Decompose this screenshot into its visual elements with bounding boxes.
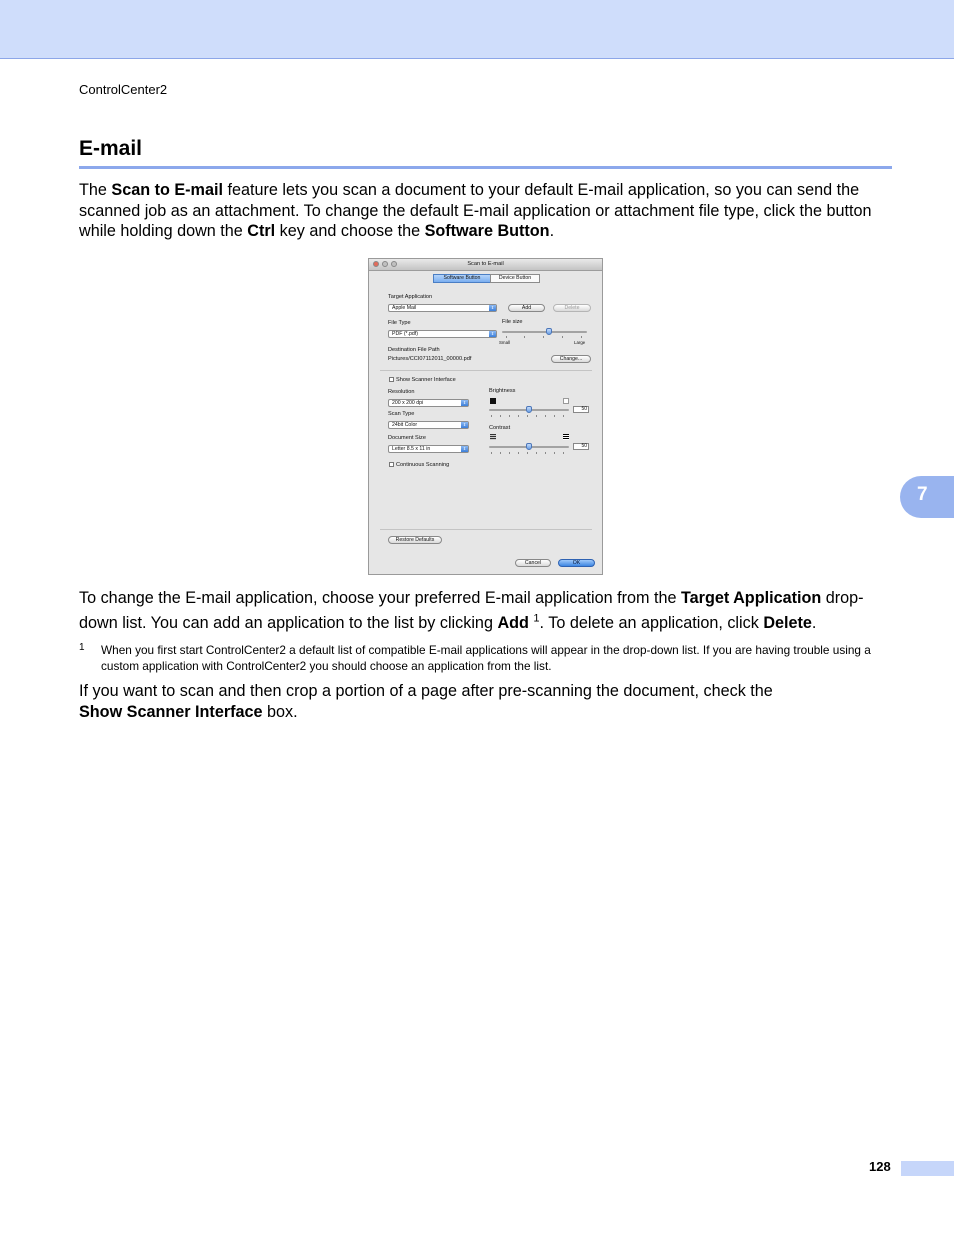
bold-software-button: Software Button [424, 222, 550, 240]
footnote-text: When you first start ControlCenter2 a default list of compatible E-mail applications will appear in the drop-down list. If you are having trouble using a custom application with ControlCenter2 you should choose an application from the list. [101, 643, 871, 673]
brightness-dark-icon [490, 398, 496, 404]
delete-button[interactable]: Delete [553, 304, 591, 312]
file-size-large-label: Large [574, 340, 586, 345]
scan-type-select[interactable]: 24bit Color ⇕ [388, 421, 469, 429]
slider-tick [500, 452, 501, 454]
intro-paragraph: The Scan to E-mail feature lets you scan a document to your default E-mail application, so you can send the scanned job as an attachment. To change the default E-mail application or attachment file type, click the button while holding down the Ctrl key and choose the Software Button. [79, 181, 872, 240]
show-scanner-interface-checkbox[interactable] [389, 377, 394, 382]
ok-button[interactable]: OK [558, 559, 595, 567]
bold-delete: Delete [763, 614, 812, 632]
slider-tick [554, 452, 555, 454]
footnote-number: 1 [79, 642, 85, 653]
chapter-tab [900, 476, 954, 518]
restore-defaults-button[interactable]: Restore Defaults [388, 536, 442, 544]
contrast-low-icon [490, 434, 496, 440]
add-button[interactable]: Add [508, 304, 545, 312]
section-title: E-mail [79, 137, 143, 160]
divider [380, 529, 592, 530]
chapter-number: 7 [917, 484, 928, 505]
document-size-label: Document Size [388, 435, 426, 441]
file-type-select[interactable]: PDF (*.pdf) ⇕ [388, 330, 497, 338]
bold-scan-to-email: Scan to E-mail [111, 181, 223, 199]
file-size-slider-track [502, 331, 587, 333]
target-application-paragraph: To change the E-mail application, choose your preferred E-mail application from the Target Application drop-down list. You can add an application to the list by clicking Add $^1$. To delete an application, click Delete. [79, 589, 864, 632]
slider-tick [500, 415, 501, 417]
footnote-reference: 1 [533, 612, 540, 625]
scan-to-email-dialog [368, 258, 603, 575]
slider-tick [527, 415, 528, 417]
slider-tick [506, 336, 507, 338]
brightness-label: Brightness [489, 388, 516, 394]
slider-tick [518, 452, 519, 454]
file-size-label: File size [502, 319, 523, 325]
slider-tick [562, 336, 563, 338]
tab-software-button[interactable]: Software Button [433, 274, 491, 283]
brightness-value-field[interactable]: 50 [573, 406, 589, 413]
destination-path-label: Destination File Path [388, 347, 440, 353]
popup-arrows-icon: ⇕ [462, 446, 467, 451]
popup-arrows-icon: ⇕ [462, 400, 467, 405]
target-application-select[interactable]: Apple Mail ⇕ [388, 304, 497, 312]
slider-tick [536, 415, 537, 417]
header-band [0, 0, 954, 59]
slider-tick [524, 336, 525, 338]
popup-arrows-icon: ⇕ [490, 305, 495, 310]
slider-tick [491, 415, 492, 417]
dialog-title: Scan to E-mail [467, 261, 504, 267]
cancel-button[interactable]: Cancel [515, 559, 551, 567]
destination-path-value: Pictures/CCI07112011_00000.pdf [388, 356, 472, 362]
slider-tick [491, 452, 492, 454]
resolution-label: Resolution [388, 389, 415, 395]
divider [380, 370, 592, 371]
slider-tick [563, 452, 564, 454]
popup-arrows-icon: ⇕ [462, 422, 467, 427]
slider-tick [563, 415, 564, 417]
slider-tick [581, 336, 582, 338]
slider-tick [527, 452, 528, 454]
bold-ctrl: Ctrl [247, 222, 276, 240]
contrast-value-field[interactable]: 50 [573, 443, 589, 450]
file-size-small-label: Small [499, 340, 510, 345]
bold-show-scanner-interface: Show Scanner Interface [79, 702, 263, 721]
brightness-slider-thumb[interactable] [526, 406, 532, 413]
document-size-select[interactable]: Letter 8.5 x 11 in ⇕ [388, 445, 469, 453]
running-header: ControlCenter2 [79, 82, 168, 97]
show-scanner-interface-label: Show Scanner Interface [396, 377, 456, 383]
slider-tick [509, 452, 510, 454]
resolution-select[interactable]: 200 x 200 dpi ⇕ [388, 399, 469, 407]
file-type-label: File Type [388, 320, 411, 326]
slider-tick [543, 336, 544, 338]
scanner-interface-paragraph: If you want to scan and then crop a portion of a page after pre-scanning the document, check the Show Scanner Interface box. [79, 682, 773, 721]
scan-type-label: Scan Type [388, 411, 415, 417]
slider-tick [509, 415, 510, 417]
page-number-bar [901, 1161, 954, 1176]
target-application-label: Target Application [388, 294, 433, 300]
bold-add: Add [497, 614, 529, 632]
brightness-light-icon [563, 398, 569, 404]
continuous-scanning-label: Continuous Scanning [396, 462, 450, 468]
continuous-scanning-checkbox[interactable] [389, 462, 394, 467]
contrast-high-icon [563, 434, 569, 440]
file-size-slider-thumb[interactable] [546, 328, 552, 335]
contrast-label: Contrast [489, 425, 511, 431]
slider-tick [536, 452, 537, 454]
slider-tick [518, 415, 519, 417]
page-number: 128 [869, 1159, 891, 1174]
bold-target-application: Target Application [680, 589, 822, 607]
slider-tick [545, 415, 546, 417]
slider-tick [554, 415, 555, 417]
tab-device-button[interactable]: Device Button [490, 274, 540, 283]
title-rule [79, 166, 892, 169]
change-button[interactable]: Change... [551, 355, 591, 363]
contrast-slider-thumb[interactable] [526, 443, 532, 450]
dialog-titlebar [369, 259, 602, 271]
popup-arrows-icon: ⇕ [490, 331, 495, 336]
slider-tick [545, 452, 546, 454]
